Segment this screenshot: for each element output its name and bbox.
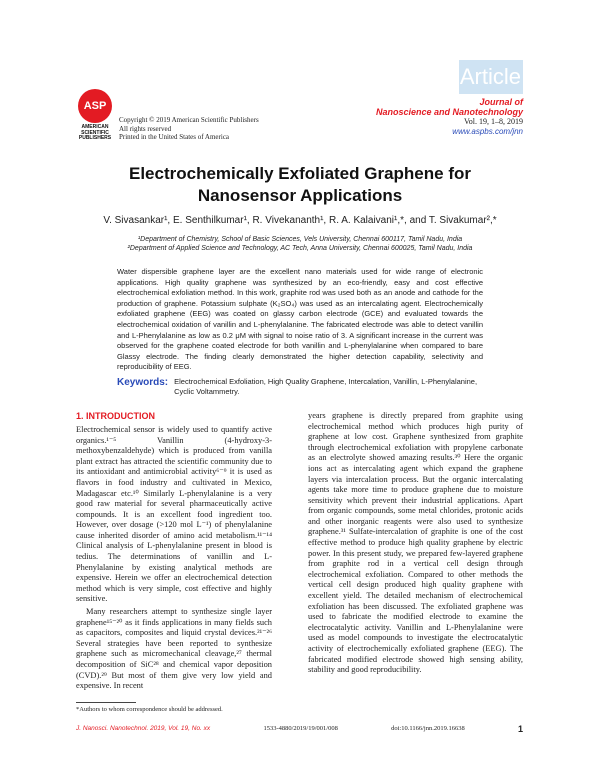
doi: doi:10.1166/jnn.2019.16638 <box>391 724 465 732</box>
page-number: 1 <box>517 723 523 734</box>
abstract: Water dispersible graphene layer are the excellent nano materials used for wide range of electronic applications. High quality graphene was synthesized by an eco-friendly, easy and cost effective electrochemical exfoliation method. In this work, graphite rod was used both as an anode and cathode for the production of graphene. Potassium sulphate (K₂SO₄) was used as an intercalating agent. Electrochemically exfoliated graphene (EEG) was coated on glassy carbon electrode (GCE) and evaluated towards the electrochemical oxidation of vanillin and L-phenylalanine. The fabricated electrode was able to detect vanillin and L-Phenylalanine as low as 0.2 μM with signal to noise ratio of 3. A significant increase in the current was observed for the graphene coated electrode for both vanillin and L-phenylalanine when compared to bare Glassy electrode. The finding clearly demonstrated the higher detection capability, selectivity and reproducibility of EEG. <box>117 267 483 372</box>
affiliations <box>0 235 600 253</box>
two-column-body <box>76 411 523 714</box>
logo-line: SCIENTIFIC <box>81 129 109 136</box>
title-line: Nanosensor Applications <box>197 186 403 205</box>
copyright-line: Copyright © 2019 American Scientific Publishers <box>119 116 259 124</box>
left-column <box>76 411 272 714</box>
article-badge: Article <box>459 60 523 94</box>
keywords <box>117 377 483 397</box>
title-line: Electrochemically Exfoliated Graphene for <box>128 164 471 183</box>
paragraph: Electrochemical sensor is widely used to quantify active organics.¹⁻⁵ Vanillin (4-hydroxy-3-methoxybenzaldehyde) which is produced from vanilla plant extract has attracted the scientific community due to its antioxidant and antimicrobial activity⁶⁻⁹ it is used as flavors in food industry and cultivated in Mexico, Madagascar etc.¹⁰ Similarly L-phenylalanine is a very good raw material for several pharmaceutically active compounds. It is an excellent food ingredient too. However, over dosage (>120 mol L⁻¹) of phenylalanine cause inherited disorder of amino acid metabolism.¹¹⁻¹⁴ Clinical analysis of L-phenylalanine present in blood is tedius. The determinations of vanillin and L-Phenylalanine by existing analytical methods are expensive. Herein we offer an electrochemical detection method which is very simple, cost effective and highly sensitive. <box>76 424 272 604</box>
authors: V. Sivasankar¹, E. Senthilkumar¹, R. Vivekananth¹, R. A. Kalaivani¹,*, and T. Sivakumar²,* <box>103 215 497 226</box>
journal-volume: Vol. 19, 1–8, 2019 <box>464 117 523 126</box>
journal-reference: J. Nanosci. Nanotechnol. 2019, Vol. 19, No. xx <box>76 725 211 733</box>
section-heading: 1. INTRODUCTION <box>76 410 156 421</box>
affiliation: ¹Department of Chemistry, School of Basic Sciences, Vels University, Chennai 600117, Tamil Nadu, India <box>137 236 463 243</box>
paragraph: Many researchers attempt to synthesize single layer graphene¹⁵⁻²⁰ as it finds applications in many fields such as capacitors, composites and liquid crystal devices.²¹⁻²⁶ Several strategies have been reported to synthesize graphene such as micromechanical cleavage,²⁷ thermal decomposition of SiC²⁸ and chemical vapor deposition (CVD).²⁹ But most of them give very low yield and expensive. In recent <box>76 607 272 691</box>
right-column <box>308 411 523 676</box>
keywords-label: Keywords: <box>117 376 169 388</box>
paper-title <box>0 163 600 207</box>
logo-line: AMERICAN <box>81 124 109 130</box>
footnote: *Authors to whom correspondence should be addressed. <box>76 705 223 713</box>
copyright-line: All rights reserved <box>119 124 172 133</box>
affiliation: ²Department of Applied Science and Technology, AC Tech, Anna University, Chennai 600025, Tamil Nadu, India <box>127 245 473 252</box>
copyright-line: Printed in the United States of America <box>119 133 230 141</box>
keywords-list: Electrochemical Exfoliation, High Quality Graphene, Intercalation, Vanillin, L-Phenylalanine, Cyclic Voltammetry. <box>174 376 478 396</box>
asp-logo-icon: ASP <box>78 89 112 123</box>
logo-line: PUBLISHERS <box>78 135 112 141</box>
issn: 1533-4880/2019/19/001/008 <box>263 724 338 732</box>
paragraph: years graphene is directly prepared from graphite using electrochemical method which produces high purity of graphene at low cost. Graphene synthesized from graphite through electrochemical exfoliation with propylene carbonate as an electrolyte showed amazing results.³⁰ Here the organic ions act as intercalating agent which expand the graphene layers via intercalation process. But the organic intercalating agents take more time to produce graphene due to moisture sensitivity which prevent their industrial applications. Apart from organic compounds, some metal chlorides, protonic acids and other inorganic reagents were also used to synthesize graphene.³¹ Sulfate-intercalation of graphite is one of the cost effective method to produce high quality graphene by electric power. In this present study, we prepared few-layered graphene from graphite rod in a vertical cell design through electrochemical exfoliation. Compared to other methods the vertical cell design produced high quality graphene with excellent yield. The detailed mechanism of electrochemical exfoliation has been discussed. The exfoliated graphene was used to fabricate the modified electrode to examine the electrocatalytic activity. Vanillin and L-Phenylalanine were used as model compounds to investigate the electrocatalytic activity of electrochemically exfoliated graphene (EEG). The fabricated modified electrode showed high sensing ability, stability and good reproducibility. <box>308 410 523 675</box>
footnote-divider <box>76 702 136 703</box>
journal-name: Nanoscience and Nanotechnology <box>375 107 523 117</box>
journal-url[interactable]: www.aspbs.com/jnn <box>452 127 523 136</box>
page-footer <box>76 724 523 734</box>
journal-name: Journal of <box>479 97 523 107</box>
